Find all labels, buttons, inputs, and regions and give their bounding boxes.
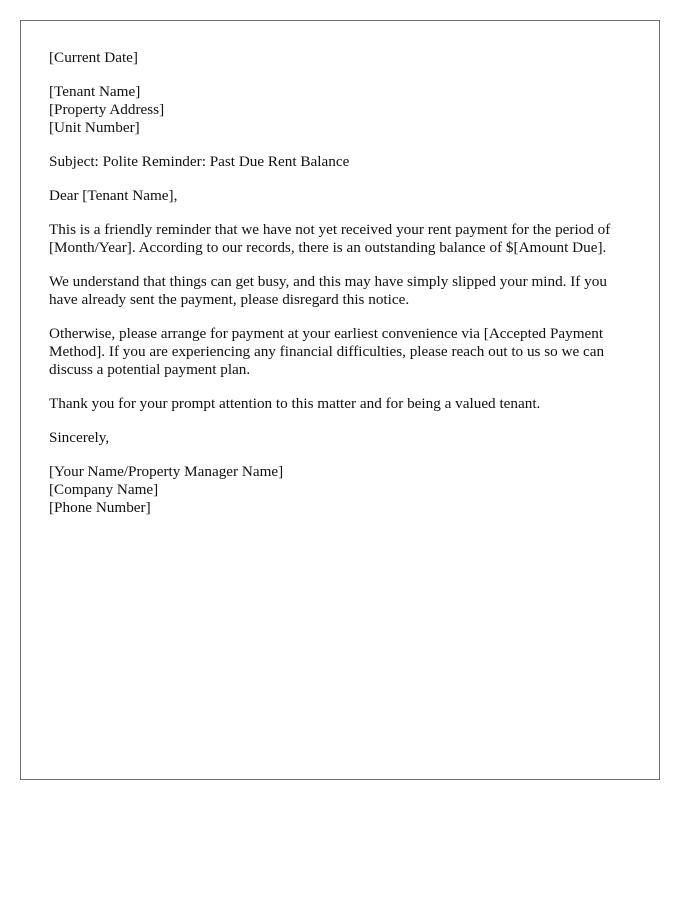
letter-body: [49, 49, 639, 533]
body-paragraph: We understand that things can get busy, and this may have simply slipped your mind. If you have already sent the payment, please disregard this notice.: [49, 273, 607, 308]
body-paragraph: Otherwise, please arrange for payment at your earliest convenience via [Accepted Payment Method]. If you are experiencing any financial difficulties, please reach out to us so we can discuss a potential payment plan.: [49, 325, 605, 378]
signature-phone: [Phone Number]: [49, 499, 151, 516]
body-paragraph: This is a friendly reminder that we have not yet received your rent payment for the period of [Month/Year]. According to our records, there is an outstanding balance of $[Amount Due].: [49, 221, 611, 256]
signature-company: [Company Name]: [49, 481, 159, 498]
signature-block: [49, 463, 639, 517]
recipient-block: [49, 83, 639, 137]
recipient-unit: [Unit Number]: [49, 119, 140, 136]
body-paragraph: Thank you for your prompt attention to this matter and for being a valued tenant.: [49, 395, 541, 412]
recipient-address: [Property Address]: [49, 101, 165, 118]
letter-subject: Subject: Polite Reminder: Past Due Rent Balance: [49, 153, 350, 170]
letter-salutation: Dear [Tenant Name],: [49, 187, 178, 204]
letter-page: [20, 20, 660, 780]
signature-name: [Your Name/Property Manager Name]: [49, 463, 284, 480]
letter-closing: Sincerely,: [49, 429, 110, 446]
letter-date: [Current Date]: [49, 49, 138, 66]
recipient-name: [Tenant Name]: [49, 83, 141, 100]
